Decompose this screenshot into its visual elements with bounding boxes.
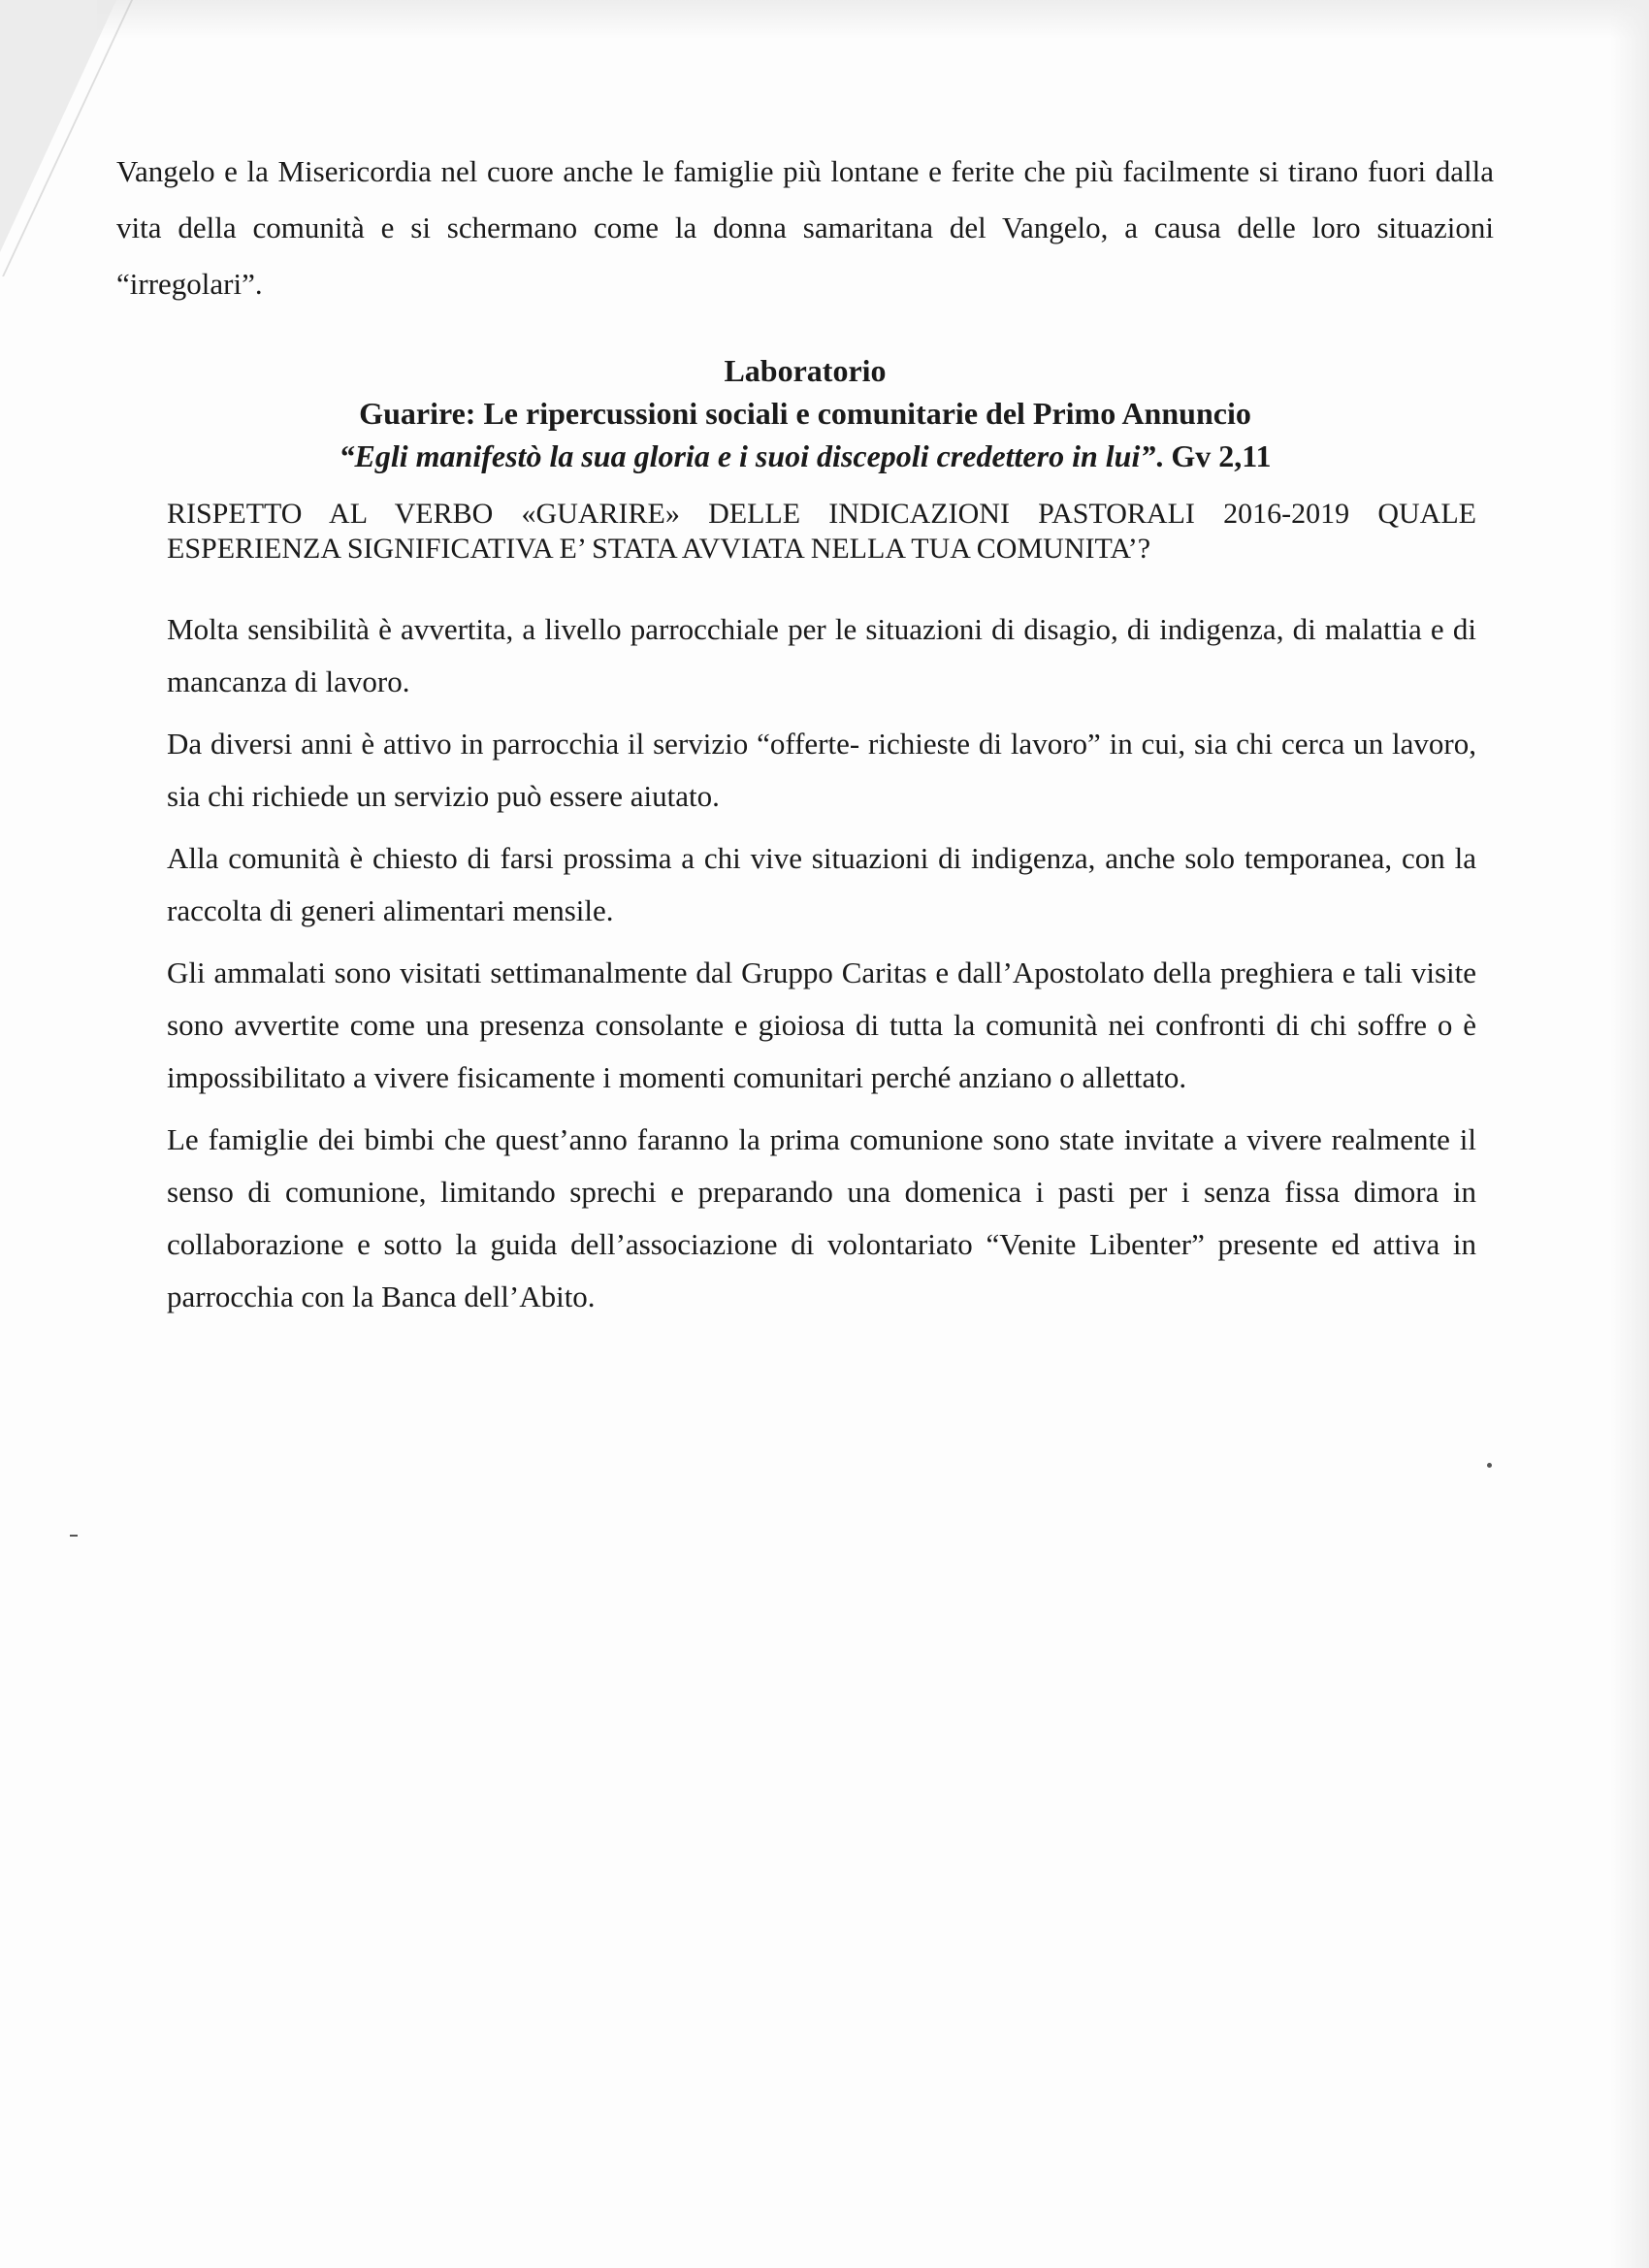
scan-top-shadow [97,0,1649,39]
scan-speck [70,1535,78,1537]
scan-speck [1487,1463,1492,1468]
scan-right-shadow [1610,0,1649,2268]
heading-reference: . Gv 2,11 [1155,438,1272,473]
question-text: RISPETTO AL VERBO «GUARIRE» DELLE INDICAZIONI PASTORALI 2016-2019 QUALE ESPERIENZA SIGNIFICATIVA E’ STATA AVVIATA NELLA TUA COMUNITA’? [167,498,1476,565]
intro-paragraph: Vangelo e la Misericordia nel cuore anche le famiglie più lontane e ferite che più facilmente si tirano fuori dalla vita della comunità e si schermano come la donna samaritana del Vangelo, a causa delle loro situazioni “irregolari”. [116,154,1494,301]
answer-paragraph: Gli ammalati sono visitati settimanalmente dal Gruppo Caritas e dall’Apostolato della preghiera e tali visite sono avvertite come una presenza consolante e gioiosa di tutta la comunità nei confronti di chi soffre o è impossibilitato a vivere fisicamente i momenti comunitari perché anziano o allettato. [167,956,1476,1094]
answer-paragraph: Le famiglie dei bimbi che quest’anno faranno la prima comunione sono state invitate a vivere realmente il senso di comunione, limitando sprechi e preparando una domenica i pasti per i senza fissa dimora in collaborazione e sotto la guida dell’associazione di volontariato “Venite Libenter” presente ed attiva in parrocchia con la Banca dell’Abito. [167,1122,1476,1313]
heading-subtitle: Guarire: Le ripercussioni sociali e comunitarie del Primo Annuncio [359,396,1251,431]
answer-paragraph: Alla comunità è chiesto di farsi prossima a chi vive situazioni di indigenza, anche solo temporanea, con la raccolta di generi alimentari mensile. [167,841,1476,927]
heading-title: Laboratorio [724,353,887,388]
heading-quote-line [116,435,1494,477]
section-heading [116,349,1494,477]
answer-paragraph: Molta sensibilità è avvertita, a livello parrocchiale per le situazioni di disagio, di indigenza, di malattia e di mancanza di lavoro. [167,612,1476,698]
heading-quote: “Egli manifestò la sua gloria e i suoi discepoli credettero in lui” [339,438,1156,473]
answer-paragraph: Da diversi anni è attivo in parrocchia il servizio “offerte- richieste di lavoro” in cui, sia chi cerca un lavoro, sia chi richiede un servizio può essere aiutato. [167,727,1476,813]
answers-list [167,603,1476,1333]
